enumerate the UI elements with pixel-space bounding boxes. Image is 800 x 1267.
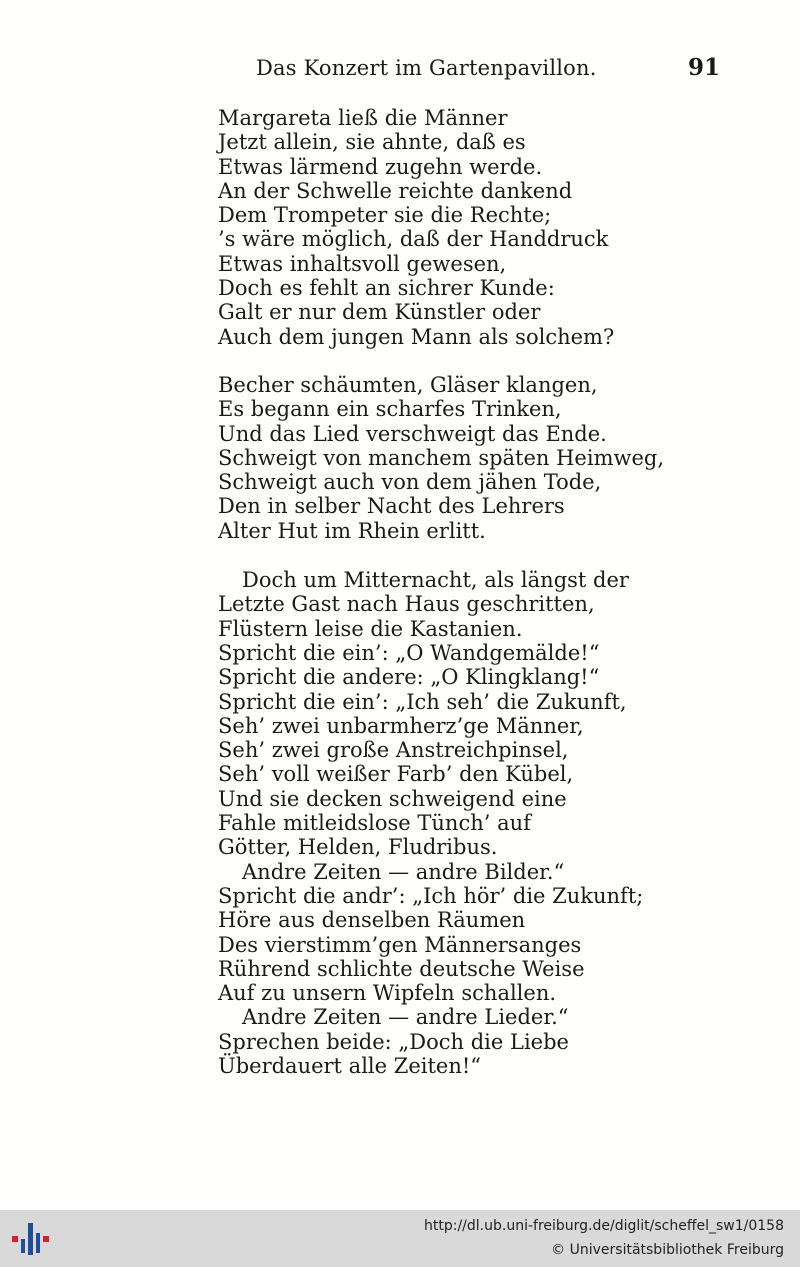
poem-line: Doch es fehlt an sichrer Kunde: [218, 276, 555, 301]
poem-line: Und sie decken schweigend eine [218, 786, 567, 811]
stanza-break [218, 543, 738, 568]
poem-line: Doch um Mitternacht, als längst der [242, 568, 629, 593]
poem-line: Dem Trompeter sie die Rechte; [218, 203, 552, 228]
poem-line: Höre aus denselben Räumen [218, 908, 526, 933]
poem-line: Margareta ließ die Männer [218, 106, 508, 130]
poem-line: Auf zu unsern Wipfeln schallen. [218, 981, 557, 1006]
poem-line: Galt er nur dem Künstler oder [218, 300, 541, 325]
poem-line: Spricht die andr’: „Ich hör’ die Zukunft; [218, 883, 644, 908]
poem-text [218, 106, 738, 1078]
stanza-1 [218, 106, 738, 349]
poem-line: Spricht die andere: „O Klingklang!“ [218, 665, 600, 690]
poem-line: Flüstern leise die Kastanien. [218, 616, 523, 641]
stanza-break [218, 349, 738, 373]
permalink-url[interactable]: http://dl.ub.uni-freiburg.de/diglit/scheffel_sw1/0158 [424, 1218, 784, 1234]
copyright-text: © Universitätsbibliothek Freiburg [551, 1242, 784, 1258]
poem-line: Letzte Gast nach Haus geschritten, [218, 592, 595, 617]
poem-line: Schweigt auch von dem jähen Tode, [218, 470, 602, 495]
poem-line: Spricht die ein’: „Ich seh’ die Zukunft, [218, 689, 627, 714]
poem-line: Etwas inhaltsvoll gewesen, [218, 251, 507, 276]
poem-line: Andre Zeiten — andre Lieder.“ [242, 1005, 569, 1030]
poem-line: Sprechen beide: „Doch die Liebe [218, 1029, 569, 1054]
viewer-footer [0, 1210, 800, 1267]
poem-line: Etwas lärmend zugehn werde. [218, 154, 543, 179]
poem-line: ’s wäre möglich, daß der Handdruck [218, 227, 609, 252]
poem-line: Überdauert alle Zeiten!“ [218, 1053, 482, 1078]
stanza-2 [218, 373, 738, 543]
poem-line: Fahle mitleidslose Tünch’ auf [218, 811, 531, 836]
poem-line: Und das Lied verschweigt das Ende. [218, 421, 607, 446]
poem-line: Spricht die ein’: „O Wandgemälde!“ [218, 640, 600, 665]
stanza-3 [218, 568, 738, 1078]
poem-line: Alter Hut im Rhein erlitt. [218, 518, 486, 543]
running-title: Das Konzert im Gartenpavillon. [256, 56, 597, 80]
poem-line: Rührend schlichte deutsche Weise [218, 956, 585, 981]
poem-line: Seh’ zwei unbarmherz’ge Männer, [218, 713, 584, 738]
ub-freiburg-logo-icon[interactable] [10, 1219, 50, 1259]
poem-line: Schweigt von manchem späten Heimweg, [218, 445, 665, 470]
poem-line: Becher schäumten, Gläser klangen, [218, 372, 598, 397]
poem-line: Götter, Helden, Fludribus. [218, 835, 498, 860]
poem-line: Seh’ zwei große Anstreichpinsel, [218, 738, 569, 763]
page-number: 91 [688, 54, 721, 81]
poem-line: Des vierstimm’gen Männersanges [218, 932, 582, 957]
poem-line: Auch dem jungen Mann als solchem? [218, 324, 615, 349]
poem-line: Es begann ein scharfes Trinken, [218, 397, 562, 422]
poem-line: Seh’ voll weißer Farb’ den Kübel, [218, 762, 574, 787]
running-head [0, 56, 800, 86]
poem-line: Den in selber Nacht des Lehrers [218, 494, 565, 519]
poem-line: Andre Zeiten — andre Bilder.“ [242, 859, 565, 884]
poem-line: Jetzt allein, sie ahnte, daß es [218, 130, 526, 155]
poem-line: An der Schwelle reichte dankend [218, 178, 573, 203]
